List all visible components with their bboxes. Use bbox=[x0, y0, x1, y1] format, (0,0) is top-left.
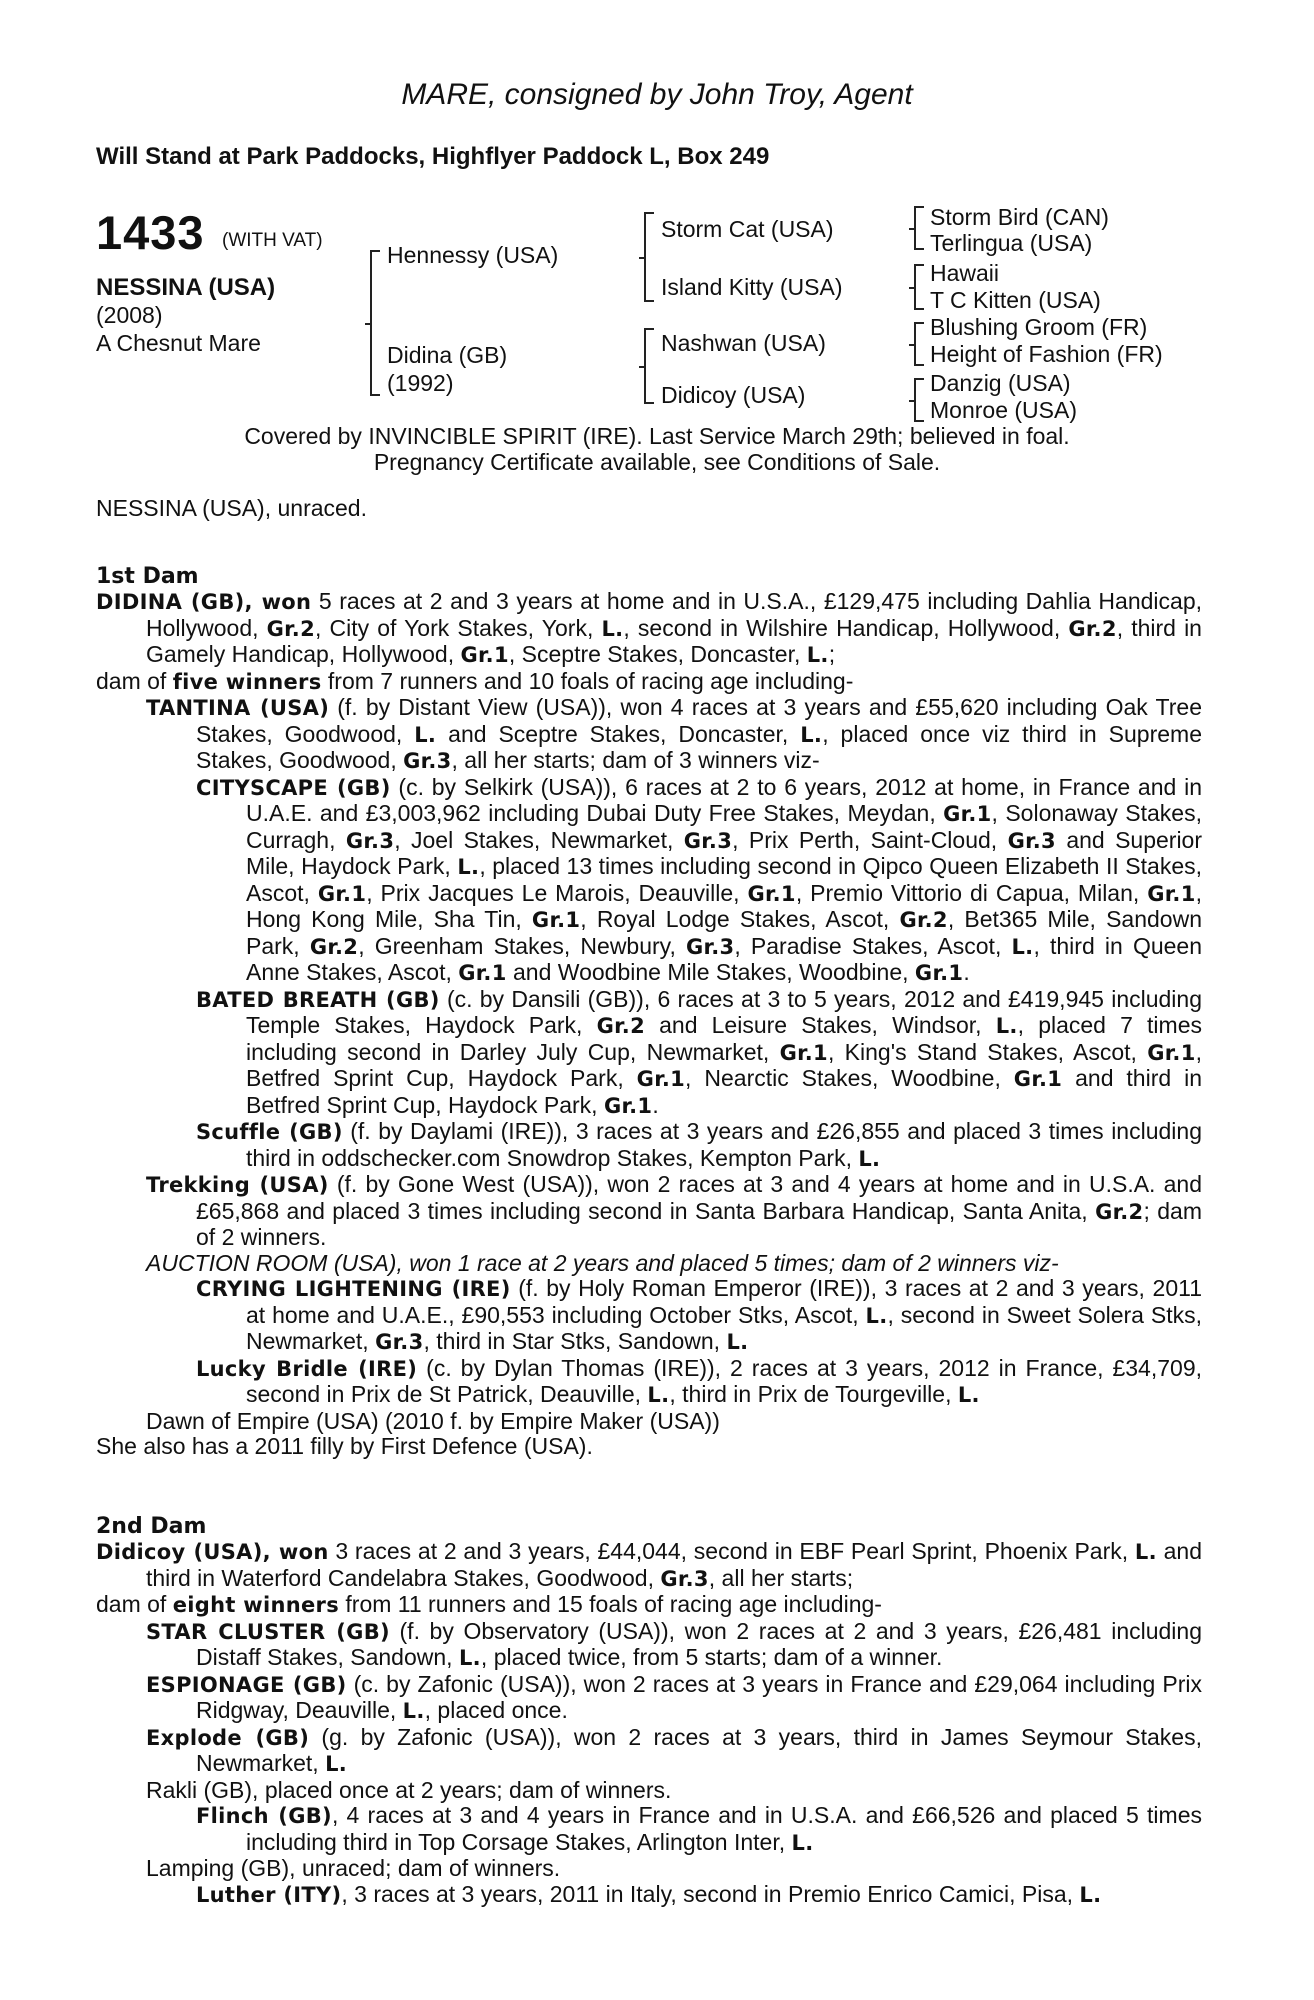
produce-entry-flinch: Flinch (GB), 4 races at 3 and 4 years in France and in U.S.A. and £66,526 and placed 5 times including third in Top Corsage Stakes, Arlington Inter, L. bbox=[196, 1802, 1202, 1855]
pedigree-dam-dam: Didicoy (USA) bbox=[661, 382, 806, 408]
pedigree-brace bbox=[914, 378, 924, 422]
produce-note-filly: She also has a 2011 filly by First Defence (USA). bbox=[96, 1433, 593, 1459]
produce-record bbox=[96, 496, 1202, 1908]
produce-entry-luther: Luther (ITY), 3 races at 3 years, 2011 in Italy, second in Premio Enrico Camici, Pisa, L. bbox=[196, 1880, 1102, 1907]
produce-entry-lamping: Lamping (GB), unraced; dam of winners. bbox=[146, 1855, 561, 1881]
pedigree-brace bbox=[644, 212, 654, 302]
produce-entry-trekking: Trekking (USA) (f. by Gone West (USA)), won 2 races at 3 and 4 years at home and in U.S.A. and £65,868 and placed 3 times including second in Santa Barbara Handicap, Santa Anita, Gr.2; dam of 2 winners. bbox=[146, 1171, 1202, 1250]
pedigree-brace bbox=[914, 322, 924, 366]
pedigree-ddd: Monroe (USA) bbox=[930, 397, 1077, 423]
pedigree-brace bbox=[914, 264, 924, 310]
unraced-note: NESSINA (USA), unraced. bbox=[96, 495, 367, 521]
pedigree-brace bbox=[370, 250, 380, 396]
page-title: MARE, consigned by John Troy, Agent bbox=[401, 78, 913, 111]
produce-entry-bated-breath: BATED BREATH (GB) (c. by Dansili (GB)), 6 races at 3 to 5 years, 2012 and £419,945 including Temple Stakes, Haydock Park, Gr.2 and Leisure Stakes, Windsor, L., placed 7 times including second in Darley July Cup, Newmarket, Gr.1, King's Stand Stakes, Ascot, Gr.1, Betfred Sprint Cup, Haydock Park, Gr.1, Nearctic Stakes, Woodbine, Gr.1 and third in Betfred Sprint Cup, Haydock Park, Gr.1. bbox=[196, 985, 1202, 1118]
pedigree-dss: Blushing Groom (FR) bbox=[930, 314, 1148, 340]
produce-entry-cityscape: CITYSCAPE (GB) (c. by Selkirk (USA)), 6 races at 2 to 6 years, 2012 at home, in France and in U.A.E. and £3,003,962 including Dubai Duty Free Stakes, Meydan, Gr.1, Solonaway Stakes, Curragh, Gr.3, Joel Stakes, Newmarket, Gr.3, Prix Perth, Saint-Cloud, Gr.3 and Superior Mile, Haydock Park, L., placed 13 times including second in Qipco Queen Elizabeth II Stakes, Ascot, Gr.1, Prix Jacques Le Marois, Deauville, Gr.1, Premio Vittorio di Capua, Milan, Gr.1, Hong Kong Mile, Sha Tin, Gr.1, Royal Lodge Stakes, Ascot, Gr.2, Bet365 Mile, Sandown Park, Gr.2, Greenham Stakes, Newbury, Gr.3, Paradise Stakes, Ascot, L., third in Queen Anne Stakes, Ascot, Gr.1 and Woodbine Mile Stakes, Woodbine, Gr.1. bbox=[196, 773, 1203, 985]
produce-entry-explode: Explode (GB) (g. by Zafonic (USA)), won 2 races at 3 years, third in James Seymour Stakes, Newmarket, L. bbox=[146, 1723, 1202, 1776]
pedigree-dsd: Height of Fashion (FR) bbox=[930, 341, 1163, 367]
pedigree-brace bbox=[644, 328, 654, 404]
second-dam-record: Didicoy (USA), won 3 races at 2 and 3 years, £44,044, second in EBF Pearl Sprint, Phoenix Park, L. and third in Waterford Candelabra Stakes, Goodwood, Gr.3, all her starts; bbox=[96, 1538, 1203, 1591]
covered-line: Covered by INVINCIBLE SPIRIT (IRE). Last Service March 29th; believed in foal. bbox=[244, 423, 1070, 449]
horse-name: NESSINA (USA) bbox=[96, 274, 276, 301]
dam-name: DIDINA (GB) bbox=[96, 590, 245, 614]
first-dam-produce-summary: dam of five winners from 7 runners and 10 foals of racing age including- bbox=[96, 667, 854, 694]
second-dam-heading: 2nd Dam bbox=[96, 1513, 207, 1539]
horse-year: (2008) bbox=[96, 302, 163, 328]
lot-number: 1433 bbox=[96, 206, 205, 259]
produce-entry-rakli: Rakli (GB), placed once at 2 years; dam of winners. bbox=[146, 1776, 672, 1803]
stand-location: Will Stand at Park Paddocks, Highflyer Paddock L, Box 249 bbox=[96, 143, 770, 170]
pedigree-sds: Hawaii bbox=[930, 260, 1000, 286]
pedigree-brace bbox=[914, 206, 924, 250]
pedigree-ssd: Terlingua (USA) bbox=[930, 230, 1093, 256]
produce-entry-scuffle: Scuffle (GB) (f. by Daylami (IRE)), 3 races at 3 years and £26,855 and placed 3 times including third in oddschecker.com Snowdrop Stakes, Kempton Park, L. bbox=[196, 1118, 1202, 1171]
pedigree-sire-dam: Island Kitty (USA) bbox=[661, 274, 843, 300]
pregnancy-line: Pregnancy Certificate available, see Conditions of Sale. bbox=[373, 449, 941, 475]
pedigree-sdd: T C Kitten (USA) bbox=[930, 287, 1101, 313]
produce-entry-lucky-bridle: Lucky Bridle (IRE) (c. by Dylan Thomas (IRE)), 2 races at 3 years, 2012 in France, £34,709, second in Prix de St Patrick, Deauville, L., third in Prix de Tourgeville, L. bbox=[196, 1354, 1202, 1407]
pedigree-dam-sire: Nashwan (USA) bbox=[661, 330, 826, 356]
pedigree-sire: Hennessy (USA) bbox=[387, 242, 559, 268]
pedigree-sire-sire: Storm Cat (USA) bbox=[661, 216, 834, 242]
produce-entry-espionage: ESPIONAGE (GB) (c. by Zafonic (USA)), won 2 races at 3 years in France and £29,064 including Prix Ridgway, Deauville, L., placed once. bbox=[146, 1670, 1202, 1723]
horse-description: A Chesnut Mare bbox=[96, 330, 261, 356]
produce-entry-star-cluster: STAR CLUSTER (GB) (f. by Observatory (USA)), won 2 races at 2 and 3 years, £26,481 including Distaff Stakes, Sandown, L., placed twice, from 5 starts; dam of a winner. bbox=[146, 1617, 1202, 1670]
second-dam-produce-summary: dam of eight winners from 11 runners and 15 foals of racing age including- bbox=[96, 1591, 882, 1617]
produce-entry-crying-lightening: CRYING LIGHTENING (IRE) (f. by Holy Roman Emperor (IRE)), 3 races at 2 and 3 years, 2011 at home and U.A.E., £90,553 including October Stks, Ascot, L., second in Sweet Solera Stks, Newmarket, Gr.3, third in Star Stks, Sandown, L. bbox=[196, 1275, 1202, 1354]
vat-note: (WITH VAT) bbox=[222, 230, 323, 251]
pedigree-dam: Didina (GB) bbox=[387, 342, 508, 368]
pedigree-dds: Danzig (USA) bbox=[930, 370, 1071, 396]
pedigree-sss: Storm Bird (CAN) bbox=[930, 204, 1109, 230]
produce-entry-auction-room: AUCTION ROOM (USA), won 1 race at 2 years and placed 5 times; dam of 2 winners viz- bbox=[146, 1249, 1059, 1276]
pedigree-dam-year: (1992) bbox=[387, 370, 454, 396]
produce-entry-dawn-of-empire: Dawn of Empire (USA) (2010 f. by Empire Maker (USA)) bbox=[146, 1407, 720, 1434]
produce-entry-tantina: TANTINA (USA) (f. by Distant View (USA)), won 4 races at 3 years and £55,620 including Oak Tree Stakes, Goodwood, L. and Sceptre Stakes, Doncaster, L., placed once viz third in Supreme Stakes, Goodwood, Gr.3, all her starts; dam of 3 winners viz- bbox=[146, 694, 1202, 773]
first-dam-record: DIDINA (GB), won 5 races at 2 and 3 years at home and in U.S.A., £129,475 including Dahlia Handicap, Hollywood, Gr.2, City of York Stakes, York, L., second in Wilshire Handicap, Hollywood, Gr.2, third in Gamely Handicap, Hollywood, Gr.1, Sceptre Stakes, Doncaster, L.; bbox=[96, 588, 1202, 667]
first-dam-heading: 1st Dam bbox=[96, 563, 199, 589]
